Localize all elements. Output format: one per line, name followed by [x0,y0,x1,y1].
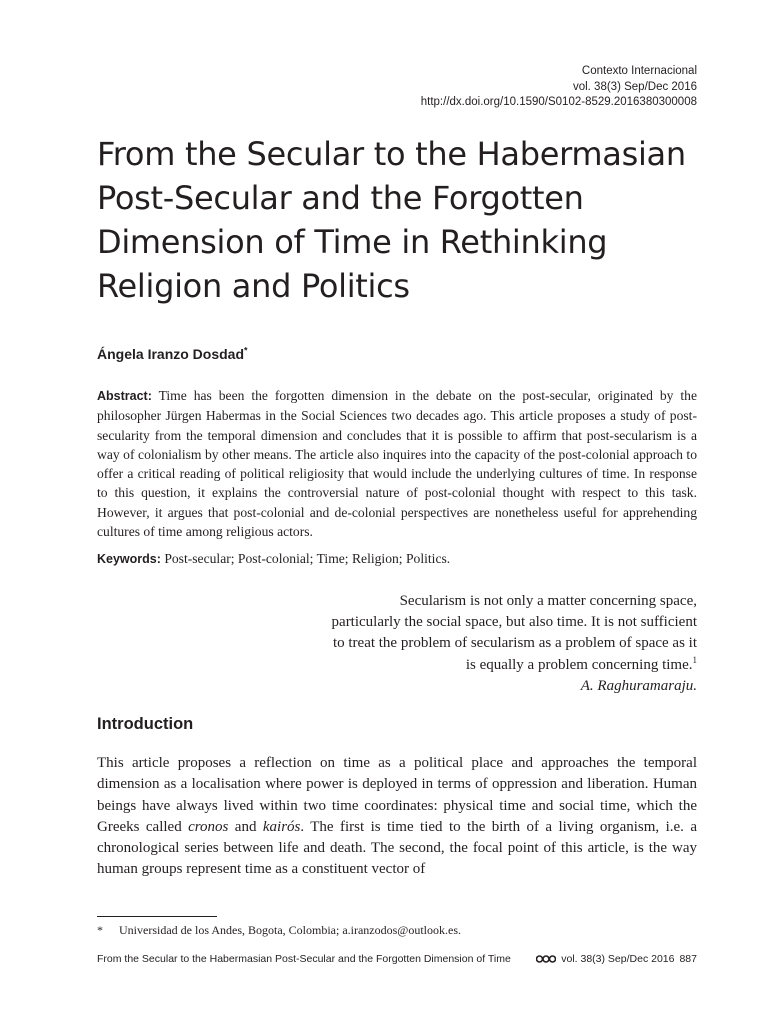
epigraph-line: is equally a problem concerning time. [465,656,693,673]
footer-page-info [536,953,697,965]
doi-link[interactable]: http://dx.doi.org/10.1590/S0102-8529.2016380300008 [420,96,697,108]
paragraph-text: . The first is time tied to the birth of a living organism, i.e. a chronological series between life and death. The second, the focal point of this article, is the way human groups represent time as a constituent vector of [97,818,697,878]
page-number: 887 [679,953,697,965]
abstract-label: Abstract: [97,389,152,403]
epigraph-line: Secularism is not only a matter concerning space, [399,593,697,609]
paragraph-text: This article proposes a reflection on time as a political place and approaches the temporal dimension as a localisation where power is deployed in terms of oppression and liberation. Human beings have always lived within two time coordinates: physical time and social time, which the Greeks called [97,755,697,835]
title-line: From the Secular to the Habermasian [97,135,686,173]
footnote-marker: * [97,923,103,937]
term-cronos: cronos [188,818,229,835]
journal-volume: vol. 38(3) Sep/Dec 2016 [572,80,697,93]
epigraph-line: particularly the social space, but also time. It is not sufficient [331,614,697,631]
introduction-heading: Introduction [97,715,194,733]
term-kairos: kairós [262,818,301,835]
title-line: Post-Secular and the Forgotten [97,179,584,217]
author-affiliation-footnote [97,922,697,938]
paragraph-text: and [228,818,263,835]
footer-volume: vol. 38(3) Sep/Dec 2016 [561,953,675,965]
journal-logo-icon [536,954,556,964]
footnote-text: Universidad de los Andes, Bogota, Colombia; a.iranzodos@outlook.es. [119,923,462,937]
title-line: Dimension of Time in Rethinking [97,223,608,261]
article-title [97,132,707,308]
journal-header [421,64,697,111]
keywords-text: Post-secular; Post-colonial; Time; Religion; Politics. [164,551,451,566]
epigraph-attribution: A. Raghuramaraju. [580,677,697,694]
epigraph-footnote-ref[interactable]: 1 [692,654,697,665]
keywords-label: Keywords: [97,552,161,566]
epigraph-line: to treat the problem of secularism as a problem of space as it [332,635,697,652]
journal-name: Contexto Internacional [581,65,697,77]
author-line [97,346,248,362]
title-line: Religion and Politics [97,267,410,305]
abstract [97,386,697,541]
introduction-paragraph [97,753,697,881]
running-title: From the Secular to the Habermasian Post-Secular and the Forgotten Dimension of Time [97,953,511,965]
author-name: Ángela Iranzo Dosdad [97,346,245,362]
author-footnote-marker: * [244,345,248,356]
footnote-divider [97,916,217,917]
epigraph [277,591,697,697]
running-footer [97,953,697,965]
abstract-text: Time has been the forgotten dimension in the debate on the post-secular, originated by the philosopher Jürgen Habermas in the Social Sciences two decades ago. This article proposes a study of post-secularity from the temporal dimension and concludes that it is possible to affirm that post-secularism is a way of colonialism by other means. The article also inquires into the capacity of the post-colonial approach to offer a critical reading of political religiosity that would include the underlying cultures of time. In response to this question, it explains the controversial nature of post-colonial thought with respect to this task. However, it argues that post-colonial and de-colonial perspectives are nonetheless useful for apprehending cultures of time among religious actors. [97,388,697,540]
keywords [97,549,697,569]
